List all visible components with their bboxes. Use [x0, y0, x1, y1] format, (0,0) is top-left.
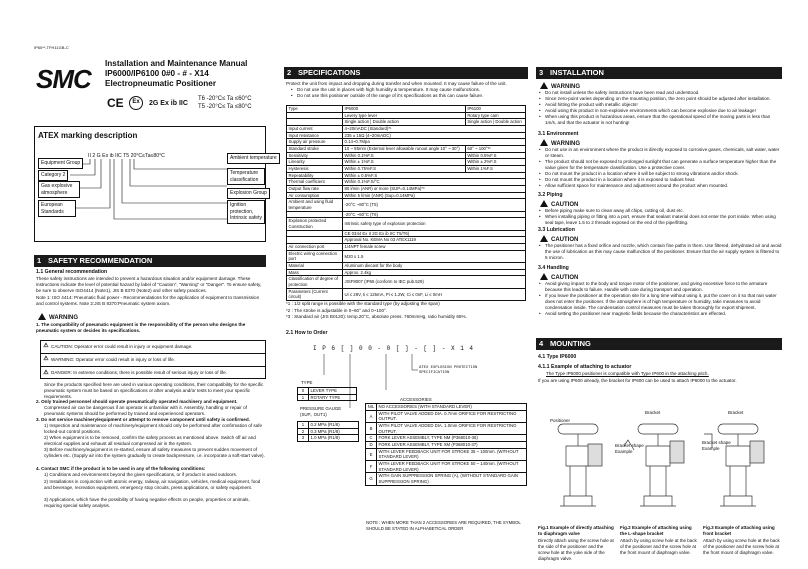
spec-cell-ip6000: Within 0.1%F.S — [343, 152, 466, 159]
accessories-title: ACCESSORIES — [400, 397, 432, 402]
gauge-row — [298, 435, 359, 442]
fig3-title: Fig.3 Example of attaching using front bracket — [703, 525, 775, 537]
accessory-row-desc: FORK LEVER ASSEMBLY, TYPE NM (P368010-36) — [377, 435, 527, 442]
install-warning-label: WARNING — [551, 84, 580, 90]
accessory-row-desc: WITH PILOT VALVE ADDED DIA. 0.7mm ORIFICE FOR RESTRICTING OUTPUT. — [377, 410, 527, 422]
general-recommendation-heading: 1.1 General recommendation — [36, 269, 108, 275]
spec-bullets — [290, 87, 528, 99]
spec-cell-label — [287, 112, 343, 119]
environment-item: • Do not use in an environment where the product is directly exposed to corrosive gases, chemicals, salt water, water or steam. — [538, 147, 782, 159]
caution-icon — [540, 200, 548, 207]
warning-row — [41, 354, 265, 367]
type-table — [297, 387, 357, 401]
fig3-bracket-label: Bracket — [728, 410, 744, 415]
spec-cell-value: Aluminum diecast for the body — [343, 263, 526, 270]
how-to-order-heading: 2.1 How to Order — [286, 330, 328, 336]
spec-cell-label: Air connection port — [287, 244, 343, 251]
accessory-row — [366, 473, 527, 485]
spec-cell-label — [287, 237, 343, 244]
compat-note: The Type IP6000 positioner is compatible with Type IP600 in the attaching pitch. — [546, 371, 709, 376]
spec-cell-label: Type — [287, 106, 343, 113]
accessory-row-code: E — [366, 448, 377, 460]
spec-cell-value: JISF8007 (IP65 (conform to IEC pub.529) — [343, 276, 526, 288]
accessory-row — [366, 410, 527, 422]
certification-code: 2G Ex ib IIC — [149, 100, 188, 107]
gauge-row-desc: 0.3 MPa (R1/8) — [309, 428, 359, 435]
spec-row — [287, 132, 526, 139]
ex-mark-icon: Ex — [129, 96, 143, 110]
spec-bullet-1: • Do not use the unit in places with high humidity & temperature. It may cause malfunctions. — [290, 87, 528, 93]
spec-cell-value: -20°C ~80°C (T5) — [343, 199, 526, 211]
spec-row — [287, 237, 526, 244]
install-warning-item: • Do not install unless the safety instructions have been read and understood. — [538, 90, 782, 96]
spec-cell-label: Standard stroke — [287, 146, 343, 153]
handling-item: • Avoid setting the positioner near magnetic fields because the characteristics are effected. — [538, 311, 782, 317]
spec-row — [287, 152, 526, 159]
gauge-title: PRESSURE GAUGE (SUP., OUT1) — [300, 406, 342, 417]
accessory-row-code: F — [366, 461, 377, 473]
danger-row — [41, 367, 265, 380]
spec-row — [287, 244, 526, 251]
spec-cell-value: CE 0344 Ex II 2G Ex ib IIC T5/T6) — [343, 230, 526, 237]
document-number: IP60**-TFH11GB-C — [34, 45, 69, 50]
piping-item: • Before piping make sure to clean away all chips, cutting oil, dust etc. — [538, 208, 782, 214]
warning-item-4c: 3) Applications, which have the possibility of having negative effects on people, properties or animals, requiring special safety analysis. — [44, 497, 250, 509]
gauge-table — [297, 421, 359, 442]
warning-item-3: 3. Do not service machinery/equipment or attempt to remove component until safety is confirmed. — [36, 417, 250, 422]
spec-row — [287, 126, 526, 133]
gauge-row-code: 3 — [298, 435, 309, 442]
section-1-number: 1 — [37, 256, 42, 265]
section-3-title: INSTALLATION — [550, 68, 604, 77]
type-row-desc: ROTARY TYPE — [309, 394, 357, 401]
spec-cell-label: Electric wiring connection port — [287, 250, 343, 262]
spec-cell-ip6000: Single action | Double action — [343, 119, 466, 126]
atex-label-0: Equipment Group — [38, 158, 83, 169]
caution-icon — [540, 273, 548, 280]
section-3-number: 3 — [539, 68, 544, 77]
spec-cell-label: Material — [287, 263, 343, 270]
mounting-illustrations — [538, 386, 782, 522]
spec-cell-value: M20 x 1.5 — [343, 250, 526, 262]
spec-cell-ip6100: Within 1%F.S — [465, 166, 525, 173]
spec-note-3: *3 : Standard air (JIS B0120): temp.20°C, absolute press. 760mmHg, ratio humidity 65%. — [286, 314, 467, 319]
fig2-title: Fig.2 Example of attaching using the L-shape bracket — [620, 525, 692, 537]
warning-item-2: 2. Only trained personnel should operate pneumatically operated machinery and equipment. — [36, 399, 238, 404]
spec-cell-label: Linearity — [287, 159, 343, 166]
type-row-code: 0 — [298, 388, 309, 395]
order-code: I P 6 [ ] 0 0 - 0 [ ] - [ ] - X 1 4 — [313, 345, 475, 352]
section-4-number: 4 — [539, 339, 544, 348]
lubrication-heading: 3.3 Lubrication — [538, 227, 575, 233]
spec-row — [287, 146, 526, 153]
atex-label-6: Explosion Group — [227, 188, 270, 199]
accessory-row-desc: WITH PILOT VALVE ADDED DIA. 1.0mm ORIFICE FOR RESTRICTING OUTPUT. — [377, 423, 527, 435]
spec-cell-ip6100: IP6100 — [465, 106, 525, 113]
spec-row — [287, 106, 526, 113]
accessory-row — [366, 461, 527, 473]
gauge-row-code: 2 — [298, 428, 309, 435]
spec-cell-value: 4~20mADC (Standard)*¹ — [343, 126, 526, 133]
spec-row — [287, 112, 526, 119]
bracket-note: If you are using IP600 already, the bracket for IP600 can be used to attach IP6000 to the actuator. — [538, 378, 737, 383]
fig1-caption: Directly attach using the screw hole at the side of the positioner and the screw hole at the yoke side of the diaphragm valve. — [538, 538, 614, 561]
spec-cell-value: Ui ≤ 28V, Ii ≤ 125mA, Pi ≤ 1.2W, Ci ≤ 0nF, Li ≤ 0mH — [343, 288, 526, 300]
spec-cell-label: Air consumption — [287, 192, 343, 199]
warning-item-3c: 3) Before machinery/equipment is re-started, ensure all safety measures to prevent sudden movement of cylinders etc. (Supply air into the system gradually to create backpressure, i.e. incorporate a soft-start valve). — [44, 447, 265, 459]
temp-t6: T6 -20°C≤ Ta ≤60°C — [198, 96, 252, 102]
spec-row — [287, 166, 526, 173]
spec-cell-value: -20°C ~60°C (T6) — [343, 211, 526, 218]
accessory-row — [366, 448, 527, 460]
warning-row-icon: ⚠ — [43, 356, 49, 363]
gauge-row-desc: 0.2 MPa (R1/8) — [309, 422, 359, 429]
spec-row — [287, 230, 526, 237]
spec-cell-label: Explosion protected Construction — [287, 218, 343, 230]
environment-heading: 3.1 Environment — [538, 131, 579, 137]
type-row-desc: LEVER TYPE — [309, 388, 357, 395]
warning-item-4a: 1) Conditions and environments beyond the given specifications, or if product is used outdoors. — [44, 472, 238, 477]
atex-label-1: Category 2 — [38, 170, 68, 181]
fig2-bracket-label: Bracket — [645, 410, 661, 415]
accessory-row-code: NIL — [366, 404, 377, 411]
section-3-header — [536, 67, 782, 79]
fig2-bracket-shape-label: Bracket shape Example — [615, 443, 644, 454]
atex-label-5: Temperature classification — [227, 168, 265, 185]
spec-row — [287, 218, 526, 230]
iso-notes: Note 1: ISO 4414: Pneumatic fluid power - Recommendations for the application of equipment to transmission and control systems. Note 2:JIS B 8370:Pneumatic system axiom. — [36, 295, 260, 307]
fig3-caption: Attach by using screw hole at the back of the positioner and the screw hole at the front mount of diaphragm valve. — [703, 538, 780, 555]
atex-spec-label: ATEX EXPLOSION PROTECTION SPECIFICATION — [419, 366, 478, 376]
spec-cell-ip6000: 10 ~ 85mm (External lever allowable runout angle 10° ~ 30°) — [343, 146, 466, 153]
atex-title: ATEX marking description — [38, 131, 138, 140]
spec-bullet-2: • Do not use this positioner outside of the range of it's specifications as this can cause failure. — [290, 93, 528, 99]
fig1-title: Fig.1 Example of directly attaching to diaphragm valve — [538, 525, 614, 537]
section-2-header — [284, 67, 528, 79]
spec-row — [287, 186, 526, 193]
warning-item-4b: 2) Installations in conjunction with atomic energy, railway, air navigation, vehicles, medical equipment, food and beverage, recreation equipment, emergency stop circuits, press applications, or safety equipment. — [44, 479, 261, 491]
accessory-row-code: B — [366, 423, 377, 435]
spec-row — [287, 139, 526, 146]
fig3-bracket-shape-label: Bracket shape Example — [702, 440, 731, 451]
type-row-code: 1 — [298, 394, 309, 401]
accessories-note: NOTE : WHEN MORE THAN 2 ACCESSORIES ARE REQUIRED, THE SYMBOL SHOULD BE STATED IN ALPHABETICAL ORDER — [366, 520, 521, 531]
warning-item-2-text: Compressed air can be dangerous if an operator is unfamiliar with it. Assembly, handling or repair of pneumatic systems should be performed by trained and experienced operators. — [44, 405, 247, 417]
spec-cell-value: Approval No. KEMA No 03 ATEX1119 — [343, 237, 526, 244]
environment-item: • Do not mount the product in a location where it will be subject to strong vibrations and/or shock. — [538, 171, 782, 177]
caution-icon: ⚠ — [43, 343, 49, 350]
section-1-title: SAFETY RECOMMENDATION — [48, 256, 153, 265]
handling-item: • If you leave the positioner at the operation site for a long time without using it, put the cover on it so that rain water does not enter the positioner. If the atmosphere is of high temperature or humidity, take measures to avoid condensation inside. The condensation control measures must be taken thoroughly for export shipment. — [538, 293, 782, 311]
spec-row — [287, 263, 526, 270]
spec-row — [287, 119, 526, 126]
spec-row — [287, 199, 526, 211]
piping-caution-label: CAUTION — [551, 202, 579, 208]
accessory-row — [366, 442, 527, 449]
spec-row — [287, 250, 526, 262]
spec-row — [287, 179, 526, 186]
spec-cell-ip6000: Within 0.75%F.S — [343, 166, 466, 173]
atex-label-2: Gas explosive atmosphere — [38, 181, 80, 198]
warning-icon — [540, 82, 548, 89]
warning-label: WARNING — [49, 315, 78, 321]
spec-row — [287, 269, 526, 276]
warning-item-1: 1. The compatibility of pneumatic equipment is the responsibility of the person who designs the pneumatic system or decides its specifications. — [36, 322, 246, 334]
manual-title — [105, 59, 275, 89]
type-ip6000-heading: 4.1 Type IP6000 — [538, 354, 577, 360]
section-2-title: SPECIFICATIONS — [298, 68, 361, 77]
spec-cell-value: Intrinsic safety type of explosion protection — [343, 218, 526, 230]
section-2-number: 2 — [287, 68, 292, 77]
spec-note-2: *2 : The stroke is adjustable in 0~60° and 0~100°. — [286, 308, 388, 313]
accessory-row — [366, 423, 527, 435]
caution-row — [41, 341, 265, 354]
gauge-row — [298, 428, 359, 435]
spec-cell-ip6100: Within 0.5%F.S — [465, 152, 525, 159]
spec-row — [287, 192, 526, 199]
spec-cell-label: Hysteresis — [287, 166, 343, 173]
environment-list — [538, 147, 782, 189]
danger-icon: ⚠ — [43, 369, 49, 376]
type-row — [298, 394, 357, 401]
lubrication-caution-label: CAUTION — [551, 237, 579, 243]
section-4-title: MOUNTING — [550, 339, 591, 348]
temp-t5: T5 -20°C≤ Ta ≤80°C — [198, 103, 252, 110]
spec-row — [287, 288, 526, 300]
handling-heading: 3.4 Handling — [538, 265, 569, 271]
spec-cell-label: Output flow rate — [287, 186, 343, 193]
handling-list — [538, 281, 782, 317]
accessory-row-desc: FORK LEVER ASSEMBLY, TYPE XM (P368010-37) — [377, 442, 527, 449]
spec-cell-label — [287, 230, 343, 237]
spec-cell-label: Supply air pressure — [287, 139, 343, 146]
title-line-3: Electropneumatic Positioner — [105, 78, 217, 88]
piping-heading: 3.2 Piping — [538, 192, 563, 198]
spec-cell-label: Input resistance — [287, 132, 343, 139]
accessory-row-desc: NO ACCESSORIES (WITH STANDARD LEVER) — [377, 404, 527, 411]
compatibility-text: Since the products specified here are used in various operating conditions, their compatibility for the specific pneumatic system must be based on specifications or after analysis and/or tests to meet your specific requirements. — [44, 382, 264, 400]
gauge-row-desc: 1.0 MPa (R1/8) — [309, 435, 359, 442]
environment-item: • Allow sufficient space for maintenance and adjustment around the product when mounted. — [538, 183, 782, 189]
ce-mark: CE — [107, 96, 124, 110]
atex-label-3: European Standards — [38, 200, 76, 217]
accessory-row-code: G — [366, 473, 377, 485]
spec-cell-value: Approx. 2.4kg — [343, 269, 526, 276]
spec-cell-ip6100: 60° ~ 100°*² — [465, 146, 525, 153]
spec-cell-ip6100: Within ± 2%F.S — [465, 159, 525, 166]
spec-cell-label — [287, 211, 343, 218]
smc-logo: SMC — [36, 64, 91, 94]
lubrication-item: • The positioner has a fixed orifice and nozzle, which contain fine paths in them. Use filtered, dehydrated air and avoid the use of lubrication as this may cause malfunction of the positioner. Ensure that the air supply system is filtered to 5 micron. — [538, 243, 782, 261]
accessory-row — [366, 435, 527, 442]
spec-cell-label: Classification of degree of protection — [287, 276, 343, 288]
type-title: TYPE — [301, 380, 313, 385]
environment-item: • Do not mount the product in a location where it is exposed to radiant heat. — [538, 177, 782, 183]
spec-cell-value: 235 ± 15Ω (4~20mADC) — [343, 132, 526, 139]
accessory-row-code: D — [366, 442, 377, 449]
spec-row — [287, 172, 526, 179]
handling-caution-label: CAUTION — [551, 275, 579, 281]
accessory-row-desc: WITH LEVER FEEDBACK UNIT FOR STROKE 35 ~ 100mm. (WITHOUT STANDARD LEVER) — [377, 448, 527, 460]
accessories-table — [365, 403, 527, 486]
accessory-row — [366, 404, 527, 411]
install-warning-item: • Avoid hitting the product with metallic objects! — [538, 102, 782, 108]
accessory-row-desc: WITH GAIN SUPPRESSION SPRING (A), (WITHOUT STANDARD GAIN SUPPRESSION SPRING) — [377, 473, 527, 485]
spec-cell-ip6000: IP6000 — [343, 106, 466, 113]
atex-label-7: Ignition protection, Intrinsic safety — [227, 200, 265, 224]
caution-text: CAUTION: Operator error could result in injury or equipment damage. — [51, 343, 193, 349]
spec-cell-label: Sensitivity — [287, 152, 343, 159]
fig2-caption: Attach by using screw hole at the back of the positioner and the screw hole at the front mount of diaphragm valve. — [620, 538, 697, 555]
install-warning-item: • Since zero-point varies depending on the mounting position, the zero point should be adjusted after installation. — [538, 96, 782, 102]
spec-note-1: *1 : 1/2 split range is possible with the standard type (by adjusting the span) — [286, 301, 440, 306]
spec-cell-value: 1/4NPT female screw — [343, 244, 526, 251]
accessory-row-code: C — [366, 435, 377, 442]
warning-text: WARNING: Operator error could result in injury or loss of life. — [51, 356, 175, 362]
install-warning-item: • Avoid using this product in non-explosive environments which can become explosive due to air leakage! — [538, 108, 782, 114]
spec-cell-ip6100: Rotary type cam — [465, 112, 525, 119]
spec-intro: Protect the unit from impact and dropping during transfer and when mounted. It may cause failure of the unit. — [286, 81, 507, 86]
spec-cell-label: Ambient and using fluid temperature — [287, 199, 343, 211]
caution-icon — [540, 235, 548, 242]
spec-cell-label: Parameters (Current circuit) — [287, 288, 343, 300]
title-line-1: Installation and Maintenance Manual — [105, 59, 248, 68]
spec-row — [287, 276, 526, 288]
piping-list — [538, 208, 782, 226]
spec-cell-ip6000: Levery type lever — [343, 112, 466, 119]
attach-example-heading: 4.1.1 Example of attaching to actuator — [538, 364, 632, 370]
accessory-row-code: A — [366, 410, 377, 422]
temperature-classes — [198, 96, 252, 112]
install-warning-item: • When using this product in hazardous areas, ensure that the operational speed of the moving parts is less than 1m/s, and that the actuator is not hunting! — [538, 114, 782, 126]
specifications-table — [286, 105, 526, 301]
spec-cell-value: Within 5 l/min (ANR) (Sup=0.14MPa) — [343, 192, 526, 199]
handling-item: • Avoid giving impact to the body and torque motor of the positioner, and giving excessive force to the armature because this leads to failure. Handle with care during transport and operation. — [538, 281, 782, 293]
danger-text: DANGER: In extreme conditions, there is possible result of serious injury or loss of life. — [51, 370, 227, 376]
atex-code: II 2 G Ex ib IIC T5 20°C≤Ta≤80°C — [88, 153, 165, 159]
spec-cell-label: Repeatability — [287, 172, 343, 179]
warning-item-4: 4. Contact SMC if the product is to be used in any of the following conditions: — [36, 466, 206, 471]
piping-item: • When installing piping or fitting into a port, ensure that sealant material does not enter the port inside. When using seal tape, leave 1.5 to 2 threads exposed on the end of the pipe/fitting. — [538, 214, 782, 226]
install-warning-list — [538, 90, 782, 126]
warning-item-3b: 2) When equipment is to be removed, confirm the safety process as mentioned above. Switch off air and electrical supplies and exhaust all residual compressed air in the system. — [44, 435, 256, 447]
lubrication-list — [538, 243, 782, 261]
title-line-2: IP6000/IP6100 0#0 - # - X14 — [105, 68, 209, 78]
gauge-row-code: 1 — [298, 422, 309, 429]
spec-cell-ip6100: Single action | Double action — [465, 119, 525, 126]
spec-cell-label: Mass — [287, 269, 343, 276]
warning-icon — [38, 313, 46, 320]
environment-warning-label: WARNING — [551, 141, 580, 147]
spec-cell-label: Input current — [287, 126, 343, 133]
spec-cell-ip6000: Within ± 1%F.S — [343, 159, 466, 166]
spec-cell-value: Within 0.1%F.S/°C — [343, 179, 526, 186]
spec-cell-label — [287, 119, 343, 126]
general-recommendation-text: These safety instructions are intended to prevent a hazardous situation and/or equipment damage. These instructions indicate the level of potential hazard by label of "Caution", "Warning" or "Danger". To ensure safety, be sure to observe ISO4414 (Note1), JIS B 8370 (Note2) and other safety practices. — [36, 276, 262, 294]
section-1-header — [34, 255, 266, 267]
gauge-row — [298, 422, 359, 429]
spec-row — [287, 211, 526, 218]
type-row — [298, 388, 357, 395]
warning-item-3a: 1) Inspection and maintenance of machinery/equipment should only be performed after confirmation of safe locked-out control positions. — [44, 423, 263, 435]
environment-item: • The product should not be exposed to prolonged sunlight that can generate a surface temperature higher than the value given for the temperature classification. Use a protective cover. — [538, 159, 782, 171]
warning-icon — [540, 139, 548, 146]
hazard-levels-box — [40, 340, 266, 379]
atex-label-4: Ambient temperature — [227, 153, 280, 164]
spec-cell-value: 80 l/min (ANR) or more (SUP=0.14MPa)*³ — [343, 186, 526, 193]
spec-row — [287, 159, 526, 166]
spec-cell-value: 0.14~0.7Mpa — [343, 139, 526, 146]
fig1-positioner-label: Positioner — [550, 418, 571, 423]
accessory-row-desc: WITH LEVER FEEDBACK UNIT FOR STROKE 50 ~ 140mm. (WITHOUT STANDARD LEVER) — [377, 461, 527, 473]
section-4-header — [536, 338, 782, 350]
spec-cell-value: Within ± 0.5%F.S — [343, 172, 526, 179]
spec-cell-label: Thermal coefficient — [287, 179, 343, 186]
